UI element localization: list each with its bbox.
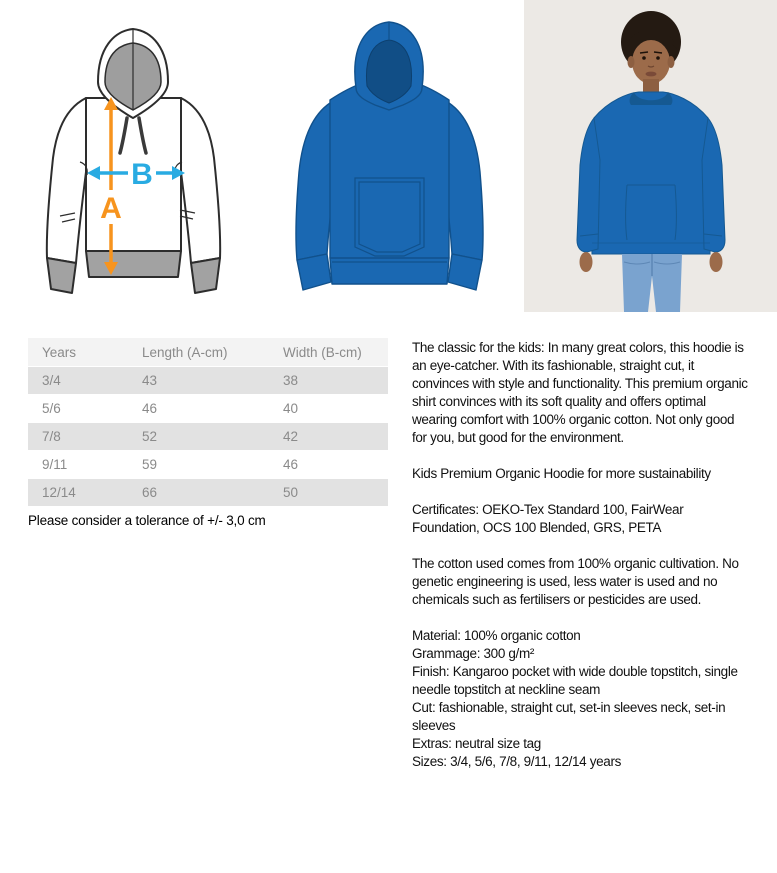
hem-band: [86, 251, 181, 277]
description-line: Finish: Kangaroo pocket with wide double topstitch, single needle topstitch at neckline seam: [412, 664, 738, 697]
table-cell: 46: [128, 395, 269, 422]
description-line: The classic for the kids: In many great colors, this hoodie is an eye-catcher. With its fashionable, straight cut, it convinces with style and functionality. This premium organic shirt convinces with its soft quality and offers optimal wearing comfort with 100% organic cotton. Not only good for you, but good for the environment.: [412, 340, 748, 445]
description-block: [412, 465, 748, 483]
table-cell: 66: [128, 479, 269, 506]
model-photo-panel: [524, 0, 777, 312]
table-cell: 42: [269, 423, 388, 450]
table-cell: 12/14: [28, 479, 128, 506]
table-row: [28, 395, 388, 422]
description-block: [412, 339, 748, 447]
product-image-gallery: [0, 0, 777, 312]
label-a: A: [100, 192, 122, 225]
product-photo: [255, 0, 524, 312]
blue-hoodie-flat: [296, 22, 483, 290]
tolerance-note: Please consider a tolerance of +/- 3,0 cm: [28, 513, 266, 528]
description-line: Cut: fashionable, straight cut, set-in sleeves neck, set-in sleeves: [412, 700, 726, 733]
left-cuff: [47, 258, 76, 293]
description-line: Kids Premium Organic Hoodie for more sustainability: [412, 466, 711, 481]
description-block: [412, 501, 748, 537]
size-diagram-image: [0, 0, 255, 312]
table-cell: 3/4: [28, 367, 128, 394]
right-hand: [710, 252, 723, 272]
size-chart-header-cell: Length (A-cm): [128, 338, 269, 366]
table-row: [28, 479, 388, 506]
table-cell: 46: [269, 451, 388, 478]
left-hand: [580, 252, 593, 272]
description-line: The cotton used comes from 100% organic cultivation. No genetic engineering is used, less water is used and no chemicals such as fertilisers or pesticides are used.: [412, 556, 739, 607]
face: [632, 40, 670, 84]
table-cell: 59: [128, 451, 269, 478]
table-cell: 40: [269, 395, 388, 422]
description-block: [412, 555, 748, 609]
size-chart-section: [28, 337, 388, 528]
table-row: [28, 367, 388, 394]
table-cell: 5/6: [28, 395, 128, 422]
description-block: [412, 627, 748, 771]
table-cell: 50: [269, 479, 388, 506]
table-cell: 43: [128, 367, 269, 394]
table-row: [28, 423, 388, 450]
size-chart-header-row: [28, 338, 388, 366]
size-chart-table: [28, 337, 388, 507]
model-photo: [524, 0, 777, 312]
label-b: B: [131, 158, 153, 191]
size-diagram-panel: [0, 0, 255, 312]
table-row: [28, 451, 388, 478]
description-line: Sizes: 3/4, 5/6, 7/8, 9/11, 12/14 years: [412, 754, 621, 769]
description-line: Material: 100% organic cotton: [412, 628, 581, 643]
table-cell: 38: [269, 367, 388, 394]
size-chart-header-cell: Width (B-cm): [269, 338, 388, 366]
size-chart-header-cell: Years: [28, 338, 128, 366]
description-line: Extras: neutral size tag: [412, 736, 541, 751]
product-photo-panel: [255, 0, 524, 312]
product-description: [412, 339, 748, 771]
table-cell: 9/11: [28, 451, 128, 478]
table-cell: 52: [128, 423, 269, 450]
hoodie-body: [590, 92, 712, 254]
table-cell: 7/8: [28, 423, 128, 450]
description-line: Certificates: OEKO-Tex Standard 100, FairWear Foundation, OCS 100 Blended, GRS, PETA: [412, 502, 684, 535]
description-line: Grammage: 300 g/m²: [412, 646, 534, 661]
right-cuff: [191, 258, 220, 293]
